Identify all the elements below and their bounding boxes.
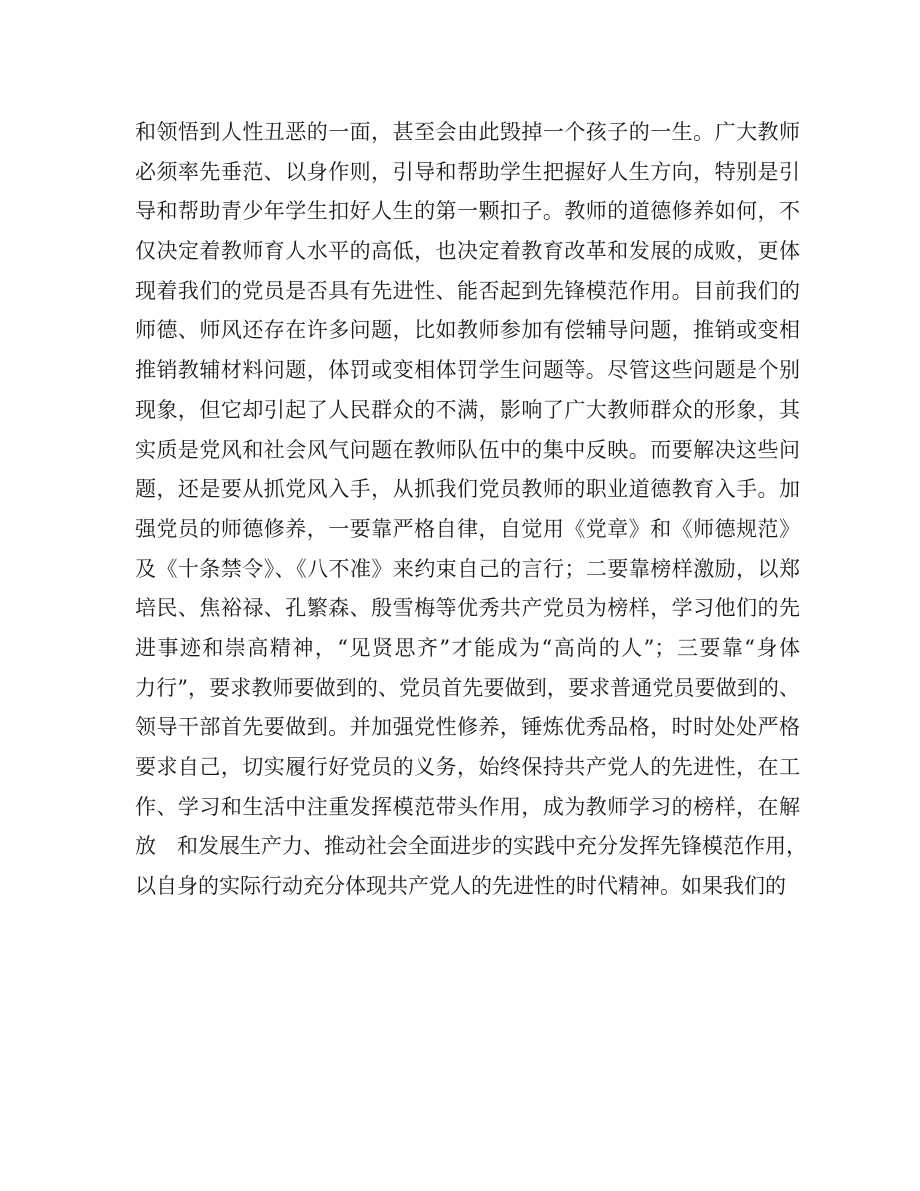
text-line: 放 和发展生产力、推动社会全面进步的实践中充分发挥先锋模范作用， (135, 834, 807, 859)
text-line: 师德、师风还存在许多问题，比如教师参加有偿辅导问题，推销或变相 (135, 318, 800, 343)
text-line: 导和帮助青少年学生扣好人生的第一颗扣子。教师的道德修养如何，不 (135, 199, 800, 224)
text-line: 力行”，要求教师要做到的、党员首先要做到，要求普通党员要做到的、 (135, 675, 800, 700)
text-line: 现着我们的党员是否具有先进性、能否起到先锋模范作用。目前我们的 (135, 278, 800, 303)
text-line: 现象，但它却引起了人民群众的不满，影响了广大教师群众的形象，其 (135, 397, 800, 422)
text-line: 以自身的实际行动充分体现共产党人的先进性的时代精神。如果我们的 (135, 874, 786, 899)
text-line: 推销教辅材料问题，体罚或变相体罚学生问题等。尽管这些问题是个别 (135, 358, 800, 383)
text-line: 要求自己，切实履行好党员的义务，始终保持共产党人的先进性，在工 (135, 755, 800, 779)
text-line: 领导干部首先要做到。并加强党性修养，锤炼优秀品格，时时处处严格 (135, 715, 800, 740)
text-line: 必须率先垂范、以身作则，引导和帮助学生把握好人生方向，特别是引 (135, 159, 800, 184)
text-line: 及《十条禁令》、《八不准》来约束自己的言行；二要靠榜样激励，以郑 (135, 556, 800, 581)
text-line: 作、学习和生活中注重发挥模范带头作用，成为教师学习的榜样，在解 (135, 794, 800, 819)
text-line: 和领悟到人性丑恶的一面，甚至会由此毁掉一个孩子的一生。广大教师 (135, 120, 800, 144)
text-line: 培民、焦裕禄、孔繁森、殷雪梅等优秀共产党员为榜样，学习他们的先 (135, 596, 800, 621)
text-line: 实质是党风和社会风气问题在教师队伍中的集中反映。而要解决这些问 (135, 437, 800, 462)
text-line: 仅决定着教师育人水平的高低，也决定着教育改革和发展的成败，更体 (135, 239, 800, 264)
body-text (135, 113, 807, 907)
text-line: 题，还是要从抓党风入手，从抓我们党员教师的职业道德教育入手。加 (135, 477, 800, 502)
text-line: 进事迹和崇高精神，“见贤思齐”才能成为“高尚的人”；三要靠“身体 (135, 635, 800, 660)
text-line: 强党员的师德修养，一要靠严格自律，自觉用《党章》和《师德规范》 (135, 516, 800, 541)
